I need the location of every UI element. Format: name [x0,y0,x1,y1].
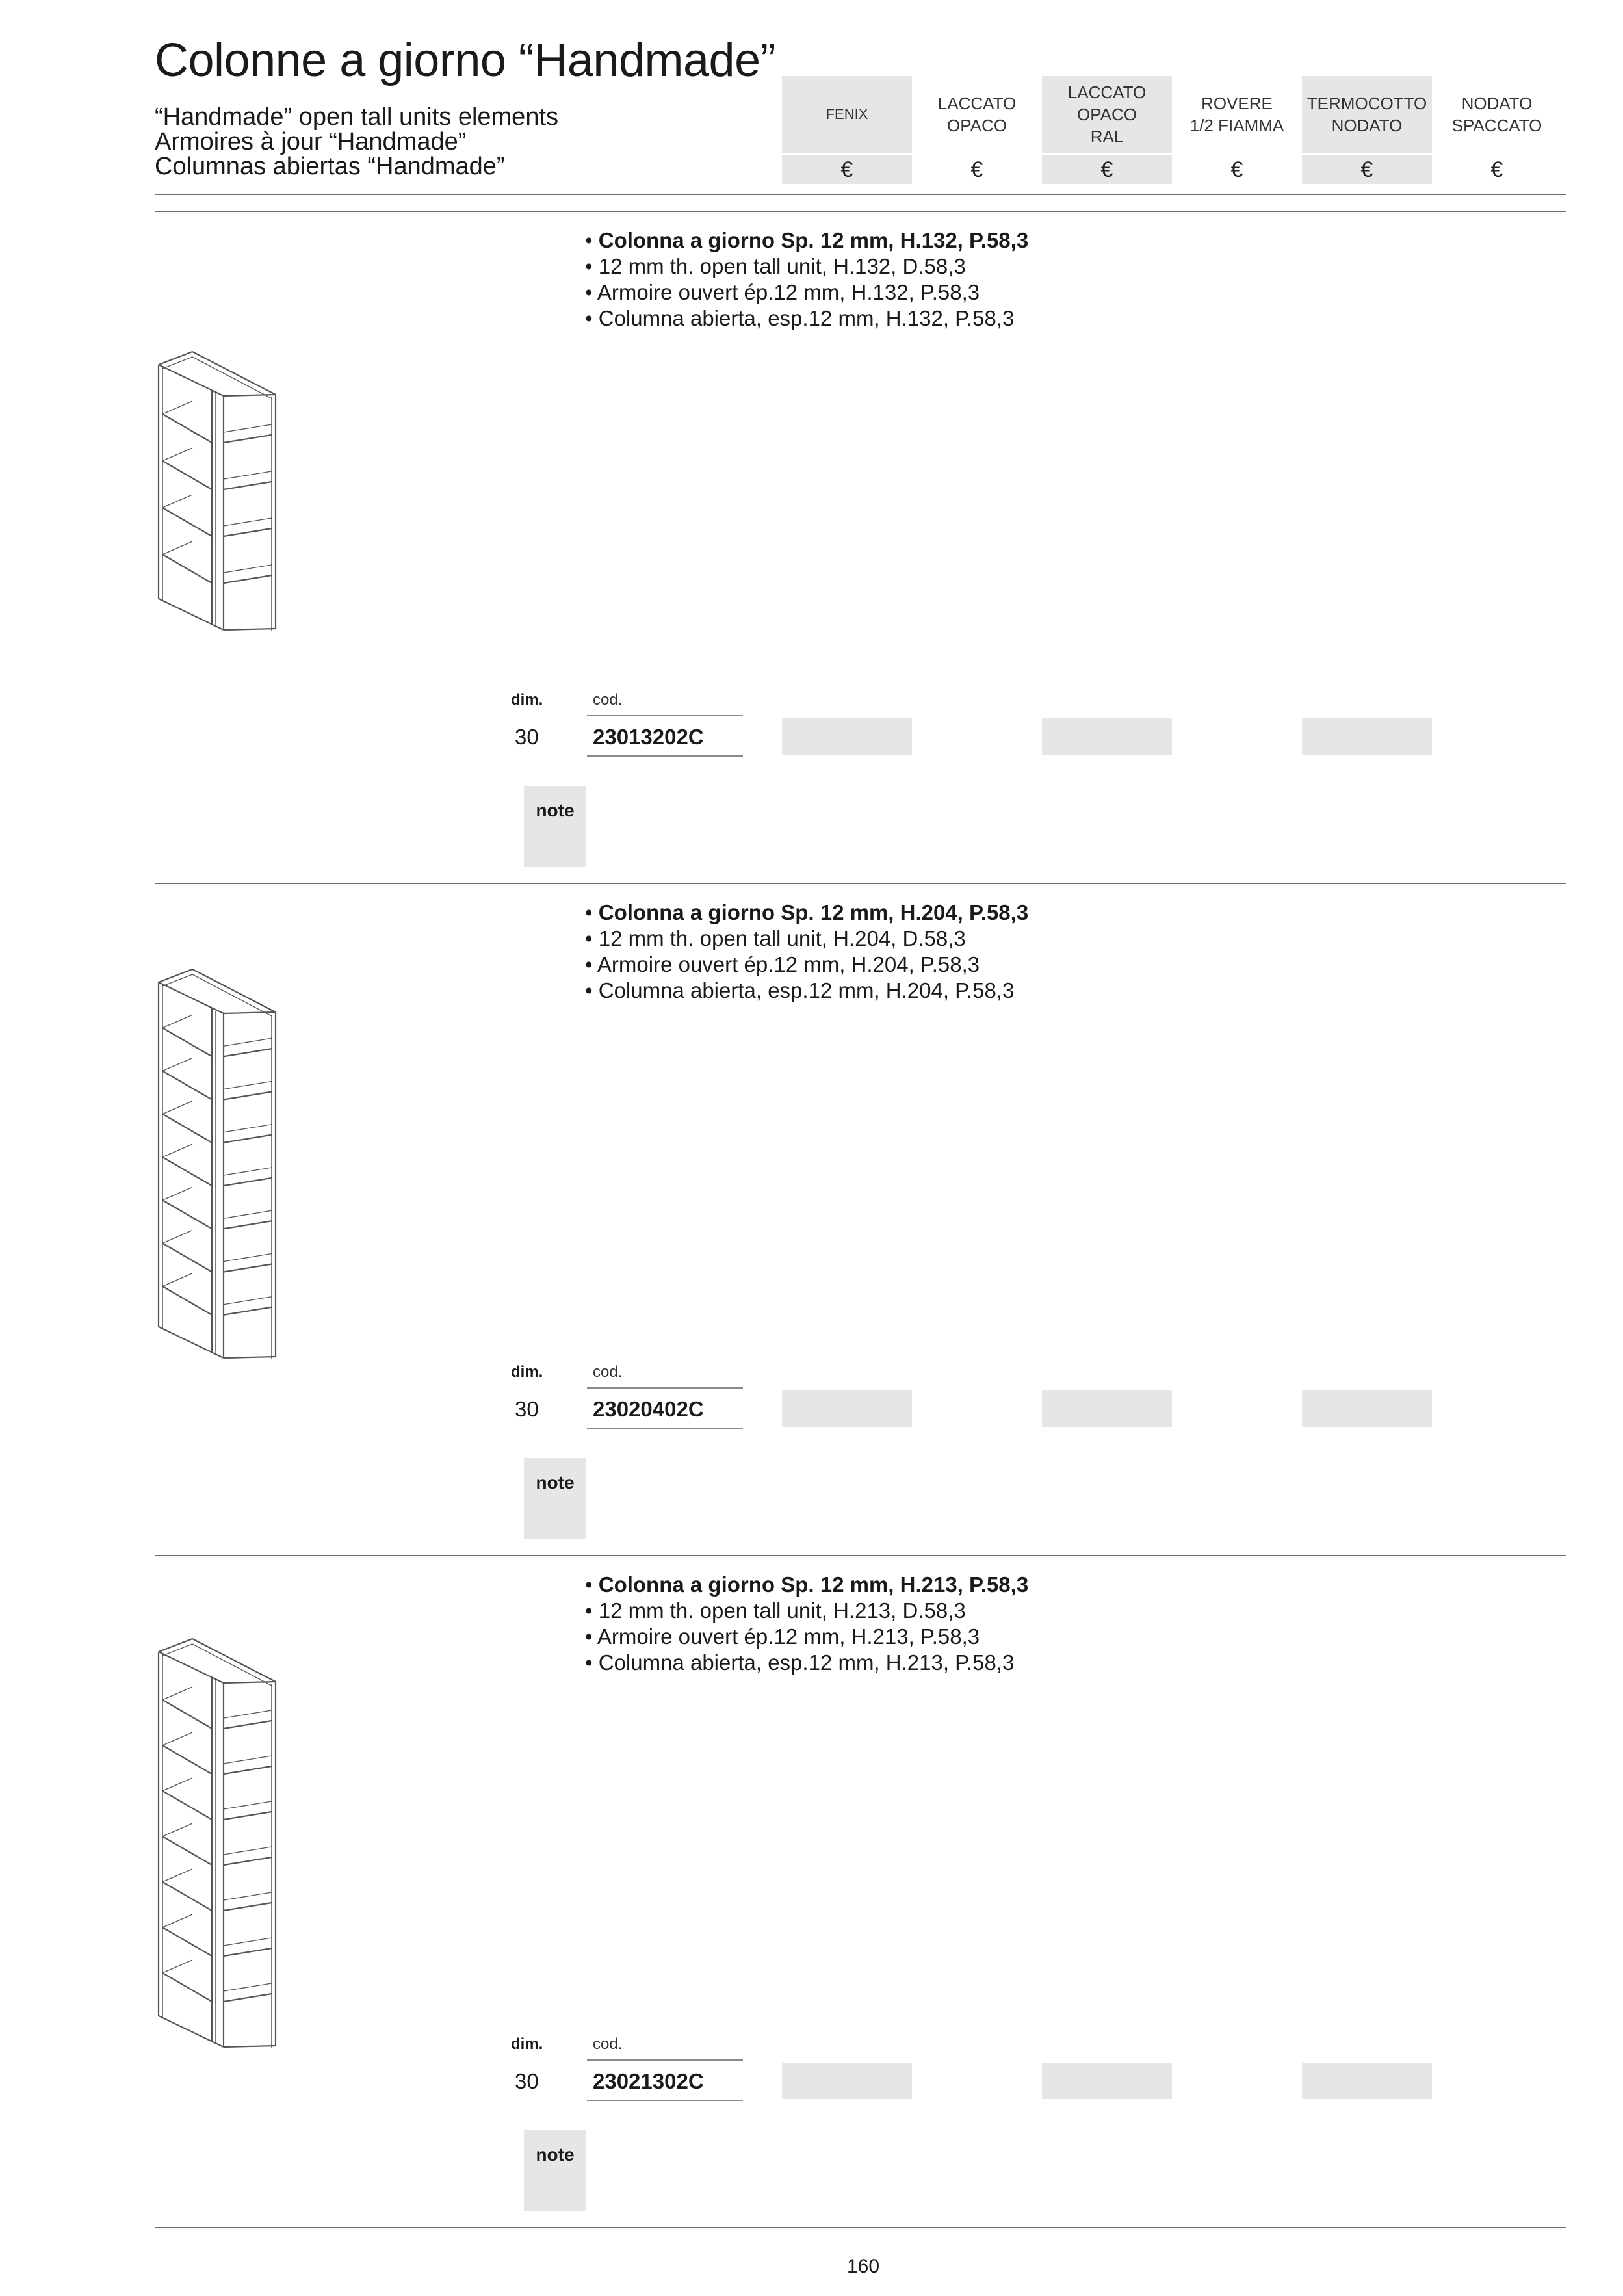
drawing-line [224,1092,272,1100]
drawing-line [162,1244,212,1272]
drawing-line [224,1307,272,1315]
drawing-line [162,1927,212,1956]
drawing-line [224,1766,272,1774]
drawing-line [224,518,272,526]
note-label: note [536,2145,575,2165]
product-description: • Colonna a giorno Sp. 12 mm, H.132, P.58,3 • 12 mm th. open tall unit, H.132, D.58,3 • Armoire ouvert ép.12 mm, H.132, P.58,3 • Columna abierta, esp.12 mm, H.132, P.58,3 [585,228,1029,330]
drawing-line [162,1791,212,1820]
open-tall-unit-drawing [153,1635,283,2051]
drawing-line [162,357,192,369]
page-title: Colonne a giorno “Handmade” [155,34,776,86]
price-field-termocotto [1302,718,1432,755]
drawing-line [224,565,272,573]
drawing-line [224,629,276,630]
finish-line: 1/2 FIAMMA [1189,116,1284,135]
drawing-line [224,1812,272,1820]
drawing-line [162,401,192,414]
note-label: note [536,1472,575,1493]
drawing-line [162,541,192,554]
drawing-line [192,969,276,1012]
drawing-line [162,1700,212,1729]
drawing-line [162,1144,192,1157]
drawing-line [224,575,272,583]
drawing-line [159,1652,224,1683]
drawing-line [224,1038,272,1046]
drawing-line [224,424,272,432]
drawing-line [224,1168,272,1175]
drawing-line [224,1297,272,1305]
drawing-line [224,1756,272,1764]
drawing-line [162,1200,212,1229]
code-rule [587,1387,743,1389]
drawing-line [159,352,192,365]
product-code: 23021302C [593,2069,704,2093]
code-rule [587,755,743,757]
drawing-line [224,1135,272,1143]
drawing-line [162,1273,192,1286]
subtitle-spanish: Columnas abiertas “Handmade” [155,153,505,180]
cod-label: cod. [593,1363,623,1381]
drawing-line [224,1357,276,1358]
finish-header-laccato-opaco-ral [1042,76,1172,153]
drawing-line [162,1015,192,1028]
code-rule [587,1428,743,1429]
drawing-line [159,1639,192,1652]
drawing-line [162,1778,192,1791]
drawing-line [192,357,272,398]
product-code: 23020402C [593,1397,704,1421]
product-line-french: Armoire ouvert ép.12 mm, H.213, P.58,3 [597,1624,980,1649]
product-line-english: 12 mm th. open tall unit, H.204, D.58,3 [598,926,966,950]
product-line-spanish: Columna abierta, esp.12 mm, H.204, P.58,3 [598,978,1015,1002]
drawing-line [162,1157,212,1186]
drawing-line [224,1938,272,1946]
price-field-laccato-ral [1042,2063,1172,2099]
drawing-line [162,1071,212,1100]
finish-line: NODATO [1461,94,1533,113]
finish-line: LACCATO [1067,83,1147,102]
product-title: Colonna a giorno Sp. 12 mm, H.213, P.58,3 [598,1572,1029,1597]
drawing-line [224,1049,272,1056]
price-field-fenix [782,718,912,755]
drawing-line [159,599,224,630]
drawing-line [162,1960,192,1973]
finish-header-nodato-spaccato [1432,76,1562,153]
code-rule [587,2059,743,2061]
drawing-line [162,1732,192,1745]
drawing-line [162,1745,212,1774]
finish-header-fenix [782,76,912,153]
product-description: • Colonna a giorno Sp. 12 mm, H.204, P.58,3 • 12 mm th. open tall unit, H.204, D.58,3 • Armoire ouvert ép.12 mm, H.204, P.58,3 • Columna abierta, esp.12 mm, H.204, P.58,3 [585,900,1029,1002]
note-box [524,1458,586,1539]
drawing-line [224,1264,272,1272]
drawing-line [159,2016,224,2047]
drawing-line [162,495,192,508]
finish-line: NODATO [1331,116,1403,135]
drawing-line [224,1721,272,1729]
open-tall-unit-drawing [153,965,283,1362]
drawing-line [224,528,272,536]
drawing-line [162,1869,192,1882]
product-line-french: Armoire ouvert ép.12 mm, H.204, P.58,3 [597,952,980,976]
drawing-line [162,1914,192,1927]
code-rule [587,715,743,716]
drawing-line [162,974,192,986]
cod-label: cod. [593,691,623,709]
dim-value: 30 [515,1397,539,1421]
finish-line: ROVERE [1201,94,1273,113]
drawing-line [224,1801,272,1809]
drawing-line [162,1028,212,1056]
drawing-line [224,1857,272,1865]
header-divider [155,211,1566,212]
price-field-termocotto [1302,2063,1432,2099]
drawing-line [162,1882,212,1911]
drawing-line [224,1892,272,1900]
drawing-line [224,1994,272,2002]
drawing-line [162,1114,212,1143]
drawing-line [224,1082,272,1089]
drawing-line [224,1125,272,1132]
drawing-line [224,1983,272,1991]
drawing-line [162,1823,192,1836]
price-field-laccato-ral [1042,718,1172,755]
open-tall-unit-drawing [153,348,283,634]
drawing-line [224,1948,272,1956]
price-field-termocotto [1302,1390,1432,1427]
dim-value: 30 [515,725,539,749]
currency-laccato-opaco-ral: € [1042,155,1172,184]
drawing-line [162,1101,192,1114]
price-field-fenix [782,2063,912,2099]
product-line-english: 12 mm th. open tall unit, H.132, D.58,3 [598,254,966,278]
drawing-line [224,395,276,396]
drawing-line [224,1254,272,1262]
drawing-line [224,1847,272,1855]
finish-line: SPACCATO [1451,116,1542,135]
drawing-line [162,1187,192,1200]
product-title: Colonna a giorno Sp. 12 mm, H.132, P.58,3 [598,228,1029,252]
subtitle-french: Armoires à jour “Handmade” [155,128,467,155]
drawing-line [224,1682,276,1683]
drawing-line [162,461,212,489]
finish-line: FENIX [825,106,868,122]
section-divider [155,1555,1566,1556]
subtitle-english: “Handmade” open tall units elements [155,103,559,131]
drawing-line [224,1210,272,1218]
cod-label: cod. [593,2035,623,2053]
finish-line: LACCATO [937,94,1017,113]
note-box [524,786,586,867]
drawing-line [159,969,192,982]
finish-header-laccato-opaco [912,76,1042,153]
drawing-line [162,1973,212,2002]
product-line-french: Armoire ouvert ép.12 mm, H.132, P.58,3 [597,280,980,304]
dim-label: dim. [511,1363,543,1381]
drawing-line [192,974,272,1016]
drawing-line [162,1644,192,1656]
currency-rovere: € [1230,157,1243,182]
product-code: 23013202C [593,725,704,749]
finish-line: OPACO [1077,105,1137,124]
footer-divider [155,2227,1566,2228]
drawing-line [224,1903,272,1911]
finish-line: TERMOCOTTO [1306,94,1427,113]
note-label: note [536,800,575,820]
product-description: • Colonna a giorno Sp. 12 mm, H.213, P.58,3 • 12 mm th. open tall unit, H.213, D.58,3 • Armoire ouvert ép.12 mm, H.213, P.58,3 • Columna abierta, esp.12 mm, H.213, P.58,3 [585,1572,1029,1675]
note-box [524,2130,586,2211]
dim-label: dim. [511,691,543,709]
drawing-line [224,1012,276,1013]
drawing-line [192,352,276,395]
currency-fenix: € [782,155,912,184]
drawing-line [162,1836,212,1865]
header-divider [155,194,1566,195]
drawing-line [162,508,212,536]
drawing-line [192,1644,272,1686]
drawing-line [162,1687,192,1700]
finish-header-termocotto [1302,76,1432,153]
drawing-line [162,448,192,461]
drawing-line [159,982,224,1013]
drawing-line [224,1710,272,1718]
currency-nodato-spaccato: € [1490,157,1503,182]
finish-line: RAL [1090,127,1124,146]
drawing-line [159,365,224,396]
drawing-line [159,1327,224,1358]
finish-header-rovere [1172,76,1302,153]
currency-laccato-opaco: € [970,157,983,182]
drawing-line [162,1058,192,1071]
code-rule [587,2100,743,2101]
product-line-spanish: Columna abierta, esp.12 mm, H.213, P.58,3 [598,1650,1015,1675]
drawing-line [224,471,272,479]
price-field-fenix [782,1390,912,1427]
product-line-english: 12 mm th. open tall unit, H.213, D.58,3 [598,1598,966,1623]
price-field-laccato-ral [1042,1390,1172,1427]
finish-line: OPACO [947,116,1007,135]
drawing-line [224,2046,276,2047]
dim-value: 30 [515,2069,539,2093]
drawing-line [162,414,212,443]
drawing-line [162,1286,212,1315]
page-number: 160 [846,2256,880,2277]
product-line-spanish: Columna abierta, esp.12 mm, H.132, P.58,3 [598,306,1015,330]
section-divider [155,883,1566,884]
drawing-line [224,482,272,489]
drawing-line [162,554,212,583]
product-title: Colonna a giorno Sp. 12 mm, H.204, P.58,3 [598,900,1029,924]
dim-label: dim. [511,2035,543,2053]
drawing-line [192,1639,276,1682]
drawing-line [162,1231,192,1244]
currency-termocotto: € [1302,155,1432,184]
drawing-line [224,435,272,443]
drawing-line [224,1178,272,1186]
drawing-line [224,1221,272,1229]
